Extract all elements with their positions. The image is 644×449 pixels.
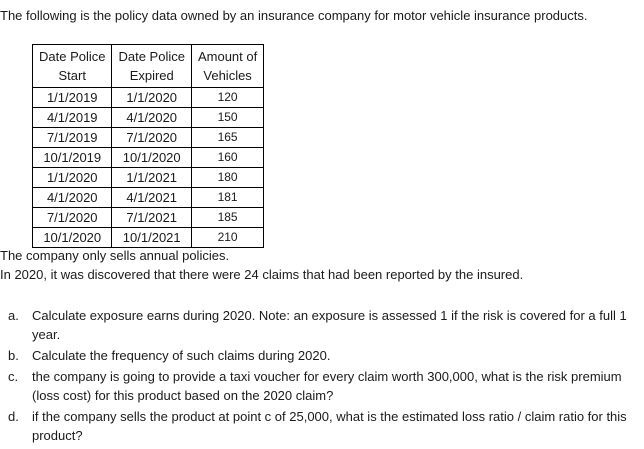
cell-start-date: 7/1/2019 [33,128,112,148]
cell-start-date: 1/1/2020 [33,168,112,188]
table-header-row [33,45,264,88]
table-row [33,128,264,148]
cell-start-date: 10/1/2019 [33,148,112,168]
cell-start-date: 1/1/2019 [33,88,112,108]
header-label: Amount of [197,49,258,64]
question-text: Calculate exposure earns during 2020. Note: an exposure is assessed 1 if the risk is covered for a full 1 year. [32,308,627,342]
header-date-start [33,45,112,88]
question-marker: b. [8,348,19,363]
question-item-c [0,367,630,405]
cell-start-date: 4/1/2019 [33,108,112,128]
table-row [33,208,264,228]
question-marker: d. [8,409,19,424]
cell-expired-date: 4/1/2021 [112,188,191,208]
cell-expired-date: 1/1/2021 [112,168,191,188]
notes-section [0,246,523,284]
table-row [33,148,264,168]
cell-expired-date: 7/1/2020 [112,128,191,148]
cell-vehicle-count: 165 [191,128,263,148]
header-label: Date Police [118,49,185,64]
note-claims-reported: In 2020, it was discovered that there were 24 claims that had been reported by the insured. [0,267,524,282]
question-item-b [0,346,630,365]
question-marker: c. [8,369,19,384]
cell-start-date: 7/1/2020 [33,208,112,228]
cell-vehicle-count: 181 [191,188,263,208]
cell-expired-date: 10/1/2020 [112,148,191,168]
question-list [0,306,630,447]
question-text: Calculate the frequency of such claims during 2020. [32,348,331,363]
header-label: Date Police [39,49,106,64]
cell-vehicle-count: 185 [191,208,263,228]
cell-vehicle-count: 180 [191,168,263,188]
cell-start-date: 10/1/2020 [33,228,112,248]
header-amount-vehicles [191,45,263,88]
cell-vehicle-count: 120 [191,88,263,108]
table-row [33,108,264,128]
question-item-d [0,407,630,445]
table-row [33,188,264,208]
table-row [33,228,264,248]
header-label: Expired [129,68,174,83]
question-item-a [0,306,630,344]
header-label: Start [58,68,86,83]
policy-table [32,44,264,248]
cell-expired-date: 10/1/2021 [112,228,191,248]
cell-vehicle-count: 210 [191,228,263,248]
cell-expired-date: 1/1/2020 [112,88,191,108]
note-annual-policies: The company only sells annual policies. [0,248,230,263]
header-label: Vehicles [203,68,252,83]
cell-expired-date: 4/1/2020 [112,108,191,128]
question-text: if the company sells the product at point c of 25,000, what is the estimated loss ratio / claim ratio for this product? [32,409,627,443]
question-text: the company is going to provide a taxi voucher for every claim worth 300,000, what is the risk premium (loss cost) for this product based on the 2020 claim? [32,369,622,403]
cell-vehicle-count: 150 [191,108,263,128]
cell-vehicle-count: 160 [191,148,263,168]
header-date-expired [112,45,191,88]
table-row [33,88,264,108]
question-marker: a. [8,308,19,323]
table-row [33,168,264,188]
intro-text: The following is the policy data owned by an insurance company for motor vehicle insurance products. [0,8,588,23]
cell-expired-date: 7/1/2021 [112,208,191,228]
cell-start-date: 4/1/2020 [33,188,112,208]
